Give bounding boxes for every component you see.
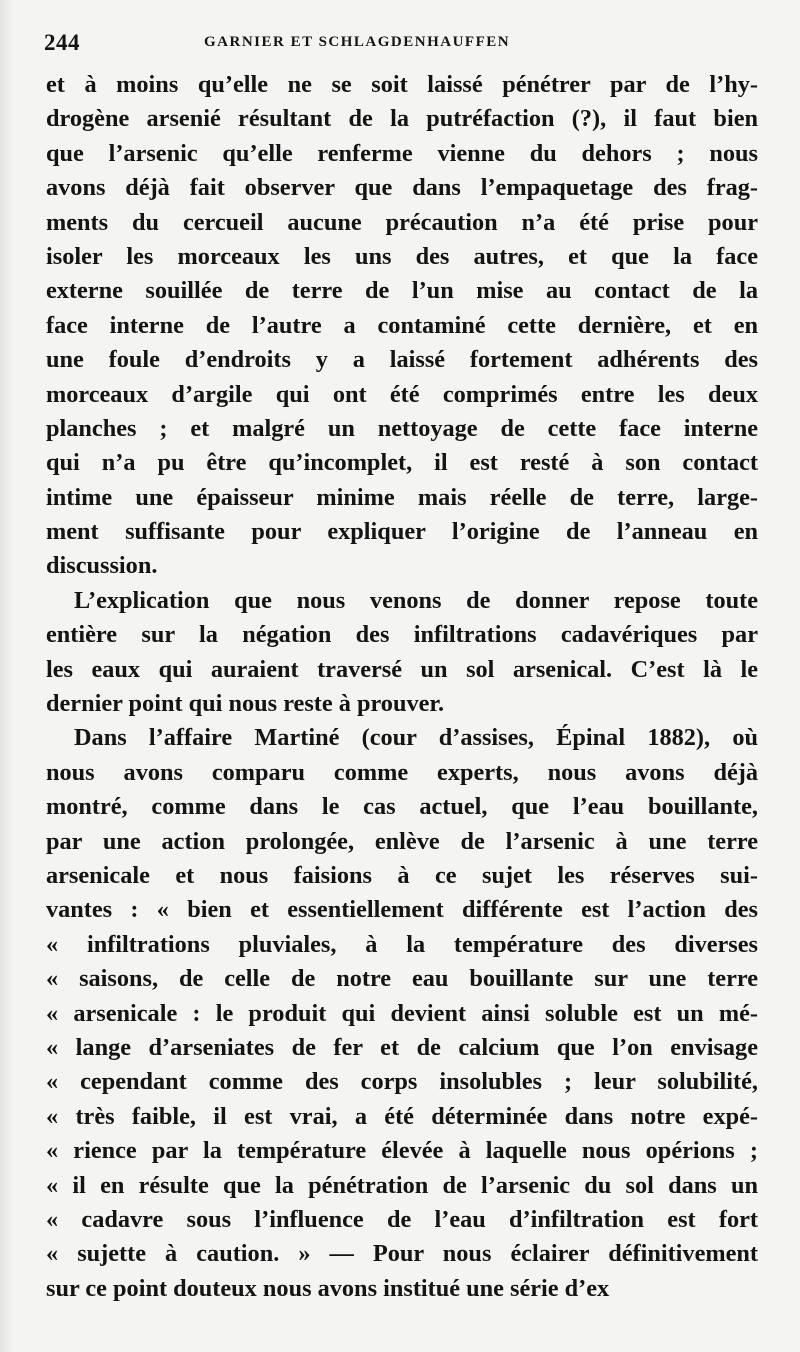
text-line: entière sur la négation des infiltrations cadavériques par xyxy=(46,621,758,649)
text-line: morceaux d’argile qui ont été comprimés entre les deux xyxy=(46,380,758,408)
text-line: arsenicale et nous faisions à ce sujet les réserves sui- xyxy=(46,861,758,889)
text-line: par une action prolongée, enlève de l’arsenic à une terre xyxy=(46,827,758,855)
text-line: montré, comme dans le cas actuel, que l’eau bouillante, xyxy=(46,793,758,821)
text-line: drogène arsenié résultant de la putréfaction (?), il faut bien xyxy=(46,105,758,133)
paragraph-end-line: dernier point qui nous reste à prouver. xyxy=(46,690,445,718)
page-number: 244 xyxy=(44,30,80,55)
paragraph-first-line: L’explication que nous venons de donner repose toute xyxy=(74,586,758,614)
quoted-line: « sujette à caution. » — Pour nous éclairer définitivement xyxy=(46,1240,758,1268)
text-line: isoler les morceaux les uns des autres, et que la face xyxy=(46,242,758,270)
paragraph-first-line: Dans l’affaire Martiné (cour d’assises, Épinal 1882), où xyxy=(74,724,758,752)
text-line: les eaux qui auraient traversé un sol arsenical. C’est là le xyxy=(46,655,758,683)
text-line: vantes : « bien et essentiellement différente est l’action des xyxy=(46,896,758,924)
text-line: ment suffisante pour expliquer l’origine de l’anneau en xyxy=(46,518,758,546)
quoted-line: « cadavre sous l’influence de l’eau d’infiltration est fort xyxy=(46,1205,758,1233)
text-line: face interne de l’autre a contaminé cette dernière, et en xyxy=(46,311,758,339)
text-line: ments du cercueil aucune précaution n’a été prise pour xyxy=(46,208,758,236)
quoted-line: « cependant comme des corps insolubles ; leur solubilité, xyxy=(46,1068,758,1096)
quoted-line: « saisons, de celle de notre eau bouillante sur une terre xyxy=(46,965,758,993)
body-text xyxy=(46,68,758,1306)
text-line: sur ce point douteux nous avons institué une série d’ex xyxy=(46,1274,610,1302)
text-line: qui n’a pu être qu’incomplet, il est resté à son contact xyxy=(46,449,758,477)
text-line: planches ; et malgré un nettoyage de cette face interne xyxy=(46,414,758,442)
quoted-line: « arsenicale : le produit qui devient ainsi soluble est un mé- xyxy=(46,999,758,1027)
text-line: avons déjà fait observer que dans l’empaquetage des frag- xyxy=(46,174,758,202)
page-header xyxy=(44,30,756,60)
text-line: intime une épaisseur minime mais réelle de terre, large- xyxy=(46,483,758,511)
page-edge-shadow xyxy=(0,0,14,1352)
paragraph-end-line: discussion. xyxy=(46,552,158,580)
text-line: nous avons comparu comme experts, nous avons déjà xyxy=(46,758,758,786)
quoted-line: « il en résulte que la pénétration de l’arsenic du sol dans un xyxy=(46,1171,758,1199)
quoted-line: « rience par la température élevée à laquelle nous opérions ; xyxy=(46,1137,758,1165)
text-line: externe souillée de terre de l’un mise au contact de la xyxy=(46,277,758,305)
text-line: que l’arsenic qu’elle renferme vienne du dehors ; nous xyxy=(46,139,758,167)
text-line: une foule d’endroits y a laissé fortement adhérents des xyxy=(46,346,758,374)
quoted-line: « lange d’arseniates de fer et de calcium que l’on envisage xyxy=(46,1033,758,1061)
quoted-line: « très faible, il est vrai, a été déterminée dans notre expé- xyxy=(46,1102,758,1130)
running-head: GARNIER ET SCHLAGDENHAUFFEN xyxy=(204,34,511,50)
quoted-line: « infiltrations pluviales, à la température des diverses xyxy=(46,930,758,958)
text-line: et à moins qu’elle ne se soit laissé pénétrer par de l’hy- xyxy=(46,71,758,98)
